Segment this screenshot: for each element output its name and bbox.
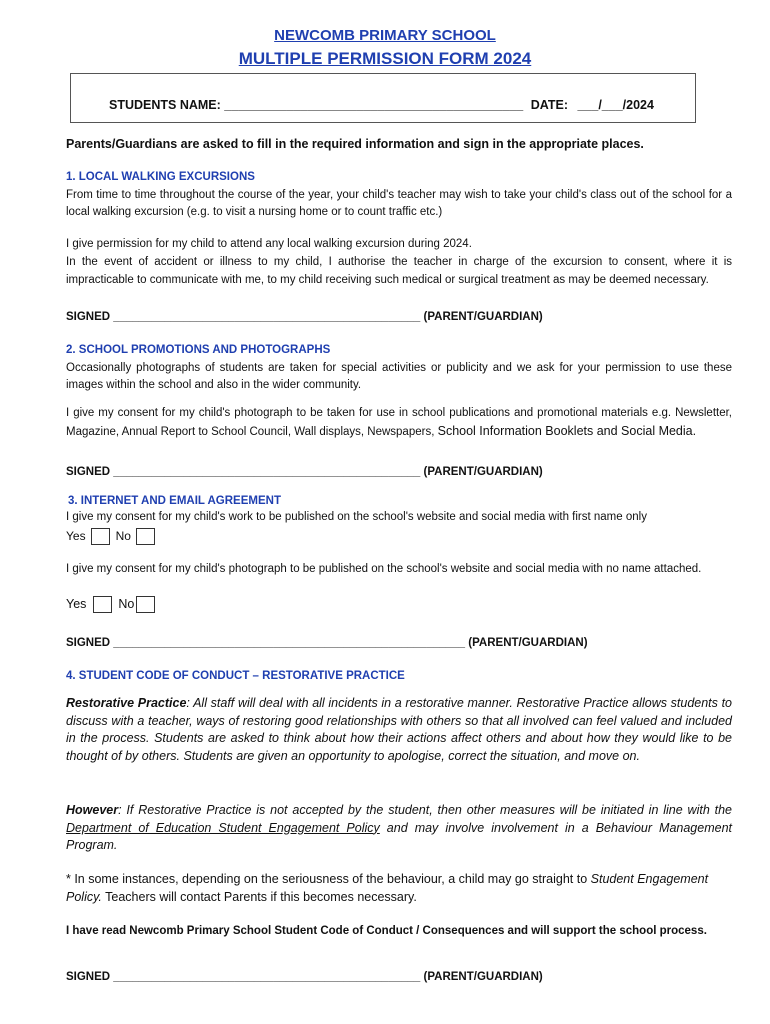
restorative-practice-text: : All staff will deal with all incidents in a restorative manner. Restorative Practice allows students to discuss with a teacher, ways of restoring good relationships with others so that all involved can feel valued and included in the process. Students are asked to think about how their actions affect others and about how they would like to be thought of by others. Students are given an opportunity to apologise, correct the situation, and move on. — [66, 696, 732, 763]
student-engagement-policy-link[interactable]: Department of Education Student Engagement Policy — [66, 820, 380, 835]
parent-guardian-label: (PARENT/GUARDIAN) — [423, 971, 543, 983]
section-2-signature-row — [66, 466, 543, 478]
however-text-2: and may involve involvement in a Behaviour Management Program. — [66, 820, 732, 852]
section-1-permission-statement: I give permission for my child to attend any local walking excursion during 2024. — [66, 238, 472, 250]
section-2-signature-field[interactable]: ________________________________________________ — [113, 466, 421, 478]
student-details-box — [70, 73, 696, 123]
section-4-title: 4. STUDENT CODE OF CONDUCT – RESTORATIVE PRACTICE — [66, 670, 405, 682]
escalation-note-text: * In some instances, depending on the seriousness of the behaviour, a child may go straight to — [66, 872, 591, 886]
intro-instructions: Parents/Guardians are asked to fill in the required information and sign in the appropriate places. — [66, 137, 644, 151]
signed-label: SIGNED — [66, 466, 111, 478]
section-3-q1-options — [66, 528, 161, 545]
section-2-consent-text: I give my consent for my child's photograph to be taken for use in school publications and promotional materials e.g. Newsletter, Magazine, Annual Report to School Council, Wall displays, Newspapers, — [66, 407, 732, 438]
section-3-signature-field[interactable]: _______________________________________________________ — [113, 637, 466, 649]
section-2-consent-statement — [66, 405, 732, 441]
student-details-row — [109, 98, 654, 112]
no-label: No — [115, 529, 131, 543]
section-1-signature-field[interactable]: ________________________________________________ — [113, 311, 421, 323]
parent-guardian-label: (PARENT/GUARDIAN) — [423, 311, 543, 323]
signed-label: SIGNED — [66, 637, 111, 649]
section-3-question-2: I give my consent for my child's photograph to be published on the school's website and social media with no name attached. — [66, 563, 702, 575]
restorative-practice-paragraph — [66, 695, 732, 765]
however-term: However — [66, 803, 119, 817]
students-name-label: STUDENTS NAME: — [109, 98, 221, 112]
section-1-description: From time to time throughout the course of the year, your child's teacher may wish to take your child's class out of the school for a local walking excursion (e.g. to visit a nursing home or to count traffic etc.) — [66, 189, 732, 218]
escalation-note-policy: Student Engagement Policy. — [66, 872, 709, 904]
escalation-note — [66, 871, 732, 906]
yes-label: Yes — [66, 529, 86, 543]
section-1-title: 1. LOCAL WALKING EXCURSIONS — [66, 171, 255, 183]
however-text-1: : If Restorative Practice is not accepted by the student, then other measures will be initiated in line with the — [118, 803, 732, 817]
no-label: No — [118, 597, 135, 611]
section-4-signature-row — [66, 971, 543, 983]
q1-no-checkbox[interactable] — [136, 528, 155, 545]
escalation-note-tail: Teachers will contact Parents if this becomes necessary. — [101, 889, 417, 904]
school-name: NEWCOMB PRIMARY SCHOOL — [274, 27, 496, 44]
yes-label: Yes — [66, 597, 87, 611]
form-title: MULTIPLE PERMISSION FORM 2024 — [238, 49, 532, 68]
q1-yes-checkbox[interactable] — [91, 528, 110, 545]
section-3-question-1: I give my consent for my child's work to be published on the school's website and social media with first name only — [66, 511, 647, 523]
section-1-signature-row — [66, 311, 543, 323]
q2-yes-checkbox[interactable] — [93, 596, 112, 613]
section-3-signature-row — [66, 637, 588, 649]
signed-label: SIGNED — [66, 971, 111, 983]
parent-guardian-label: (PARENT/GUARDIAN) — [468, 637, 588, 649]
section-3-title: 3. INTERNET AND EMAIL AGREEMENT — [68, 495, 281, 507]
section-2-title: 2. SCHOOL PROMOTIONS AND PHOTOGRAPHS — [66, 344, 331, 356]
date-field[interactable]: ___/___/2024 — [577, 98, 654, 112]
section-3-q2-options — [66, 596, 161, 613]
however-paragraph — [66, 802, 732, 855]
parent-guardian-label: (PARENT/GUARDIAN) — [423, 466, 543, 478]
code-of-conduct-agreement: I have read Newcomb Primary School Student Code of Conduct / Consequences and will support the school process. — [66, 925, 707, 937]
section-2-consent-tail: School Information Booklets and Social Media. — [437, 423, 697, 438]
q2-no-checkbox[interactable] — [136, 596, 155, 613]
section-4-signature-field[interactable]: ________________________________________________ — [113, 971, 421, 983]
section-2-description: Occasionally photographs of students are taken for special activities or publicity and we ask for your permission to use these images within the school and also in the wider community. — [66, 362, 732, 391]
restorative-practice-term: Restorative Practice — [66, 696, 187, 710]
students-name-field[interactable]: ___________________________________________ — [224, 98, 524, 112]
signed-label: SIGNED — [66, 311, 111, 323]
section-1-medical-consent: In the event of accident or illness to my child, I authorise the teacher in charge of the excursion to consent, where it is impracticable to communicate with me, to my child receiving such medical or surgical treatment as may be deemed necessary. — [66, 256, 732, 286]
date-label: DATE: — [530, 98, 568, 112]
